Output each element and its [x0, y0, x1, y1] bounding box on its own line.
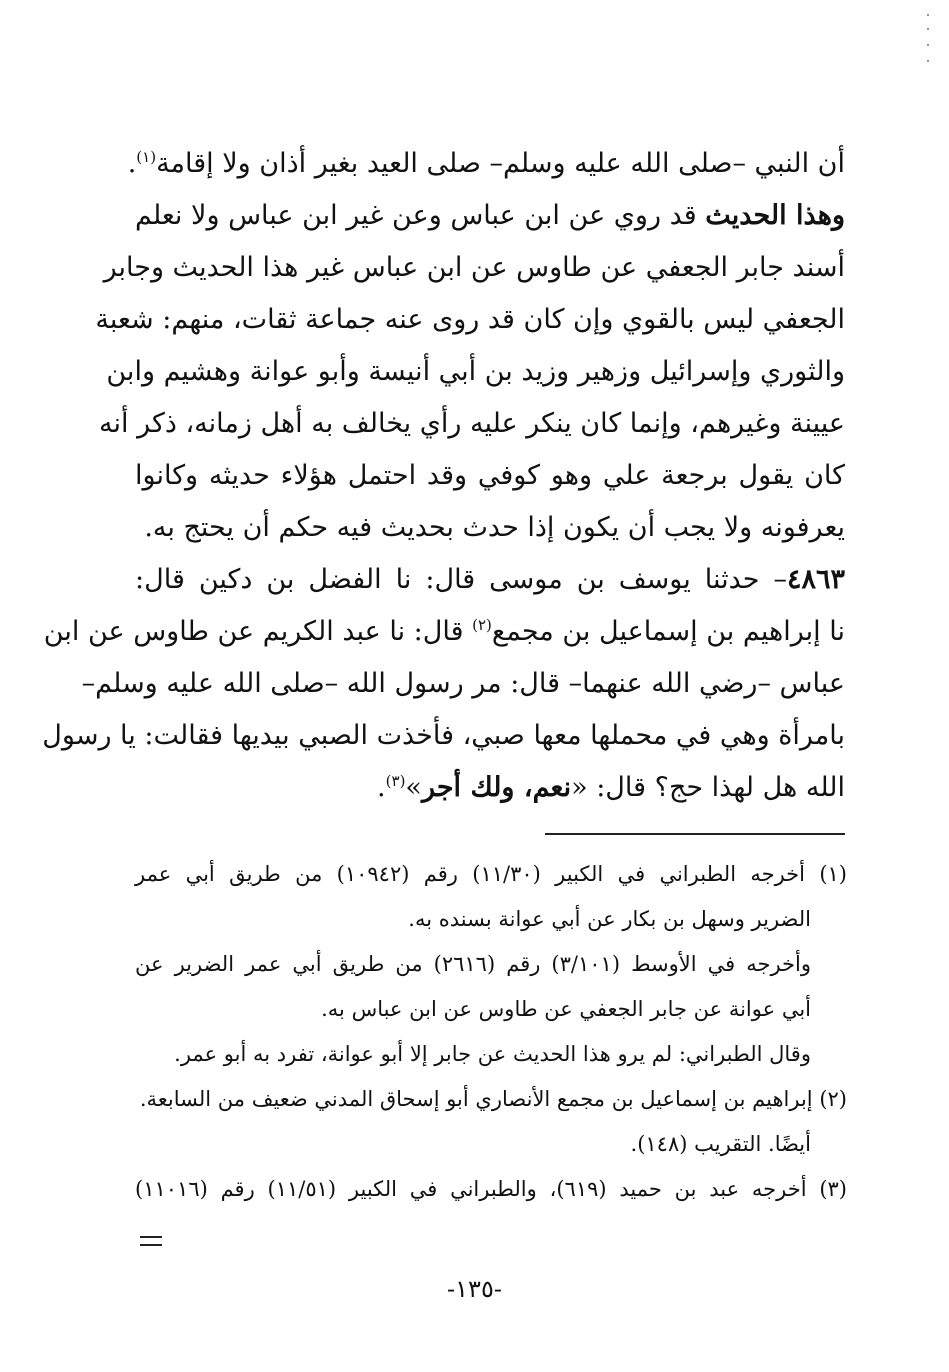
- text-line: [81, 658, 845, 710]
- text-span: .: [127, 148, 137, 179]
- bold-text-span: وهذا الحديث: [705, 200, 845, 231]
- text-line: [135, 450, 845, 502]
- footnote-line: (٢) إبراهيم بن إسماعيل بن مجمع الأنصاري أبو إسحاق المدني ضعيف من السابعة.: [139, 1087, 847, 1111]
- text-line: [135, 554, 845, 606]
- text-span: عباس –رضي الله عنهما– قال: مر رسول الله –صلى الله عليه وسلم–: [81, 668, 845, 699]
- main-text-body: [42, 138, 845, 814]
- footnote-line: (١) أخرجه الطبراني في الكبير (١١/٣٠) رقم (١٠٩٤٢) من طريق أبي عمر: [135, 862, 847, 886]
- text-span: الجعفي ليس بالقوي وإن كان قد روى عنه جماعة ثقات، منهم: شعبة: [95, 304, 845, 335]
- text-span: الله هل لهذا حج؟ قال: «: [571, 772, 845, 803]
- text-line: [103, 242, 845, 294]
- footnote-line: وأخرجه في الأوسط (٣/١٠١) رقم (٢٦١٦) من طريق أبي عمر الضرير عن: [135, 952, 811, 976]
- text-span: عيينة وغيرهم، وإنما كان ينكر عليه رأي يخالف به أهل زمانه، ذكر أنه: [99, 408, 845, 439]
- text-span: كان يقول برجعة علي وهو كوفي وقد احتمل هؤلاء حديثه وكانوا: [135, 460, 845, 491]
- page-number: -١٣٥-: [447, 1275, 502, 1303]
- footnote-reference: (٢): [472, 616, 492, 634]
- text-span: – حدثنا يوسف بن موسى قال: نا الفضل بن دكين قال:: [135, 564, 787, 595]
- footnotes-section: [135, 852, 847, 1212]
- text-span: نا إبراهيم بن إسماعيل بن مجمع: [491, 616, 845, 647]
- text-span: أسند جابر الجعفي عن طاوس عن ابن عباس غير هذا الحديث وجابر: [103, 252, 845, 283]
- text-line: [42, 710, 845, 762]
- text-line: [135, 502, 845, 554]
- text-span: بامرأة وهي في محملها معها صبي، فأخذت الصبي بيديها فقالت: يا رسول: [42, 720, 845, 751]
- continuation-mark: [140, 1230, 164, 1254]
- text-span: .: [377, 772, 386, 803]
- text-line: [127, 138, 845, 190]
- text-line: [135, 190, 845, 242]
- footnote-reference: (١): [136, 148, 157, 166]
- text-line: [106, 346, 845, 398]
- footnote-line: أيضًا. التقريب (١٤٨).: [630, 1132, 811, 1156]
- text-span: قال: نا عبد الكريم عن طاوس عن ابن: [43, 616, 473, 647]
- text-span: قد روي عن ابن عباس وعن غير ابن عباس ولا نعلم: [135, 200, 706, 231]
- text-line: [43, 606, 845, 658]
- scan-corner-mark: [925, 14, 931, 74]
- text-line: [99, 398, 845, 450]
- text-span: يعرفونه ولا يجب أن يكون إذا حدث بحديث فيه حكم أن يحتج به.: [144, 512, 845, 543]
- footnote-line: أبي عوانة عن جابر الجعفي عن طاوس عن ابن عباس به.: [321, 997, 811, 1021]
- footnote-line: الضرير وسهل بن بكار عن أبي عوانة بسنده به.: [408, 907, 811, 931]
- footnote-separator: [545, 833, 845, 835]
- text-line: [135, 762, 845, 814]
- text-line: [95, 294, 845, 346]
- text-span: والثوري وإسرائيل وزهير وزيد بن أبي أنيسة وأبو عوانة وهشيم وابن: [106, 356, 845, 387]
- footnote-reference: (٣): [385, 772, 406, 790]
- footnote-line: وقال الطبراني: لم يرو هذا الحديث عن جابر إلا أبو عوانة، تفرد به أبو عمر.: [174, 1042, 811, 1066]
- bold-text-span: نعم، ولك أجر: [421, 772, 572, 803]
- text-span: »: [405, 772, 422, 803]
- footnote-line: (٣) أخرجه عبد بن حميد (٦١٩)، والطبراني في الكبير (١١/٥١) رقم (١١٠١٦): [135, 1177, 847, 1201]
- text-span: أن النبي –صلى الله عليه وسلم– صلى العيد بغير أذان ولا إقامة: [156, 148, 845, 179]
- bold-text-span: ٤٨٦٣: [786, 564, 845, 595]
